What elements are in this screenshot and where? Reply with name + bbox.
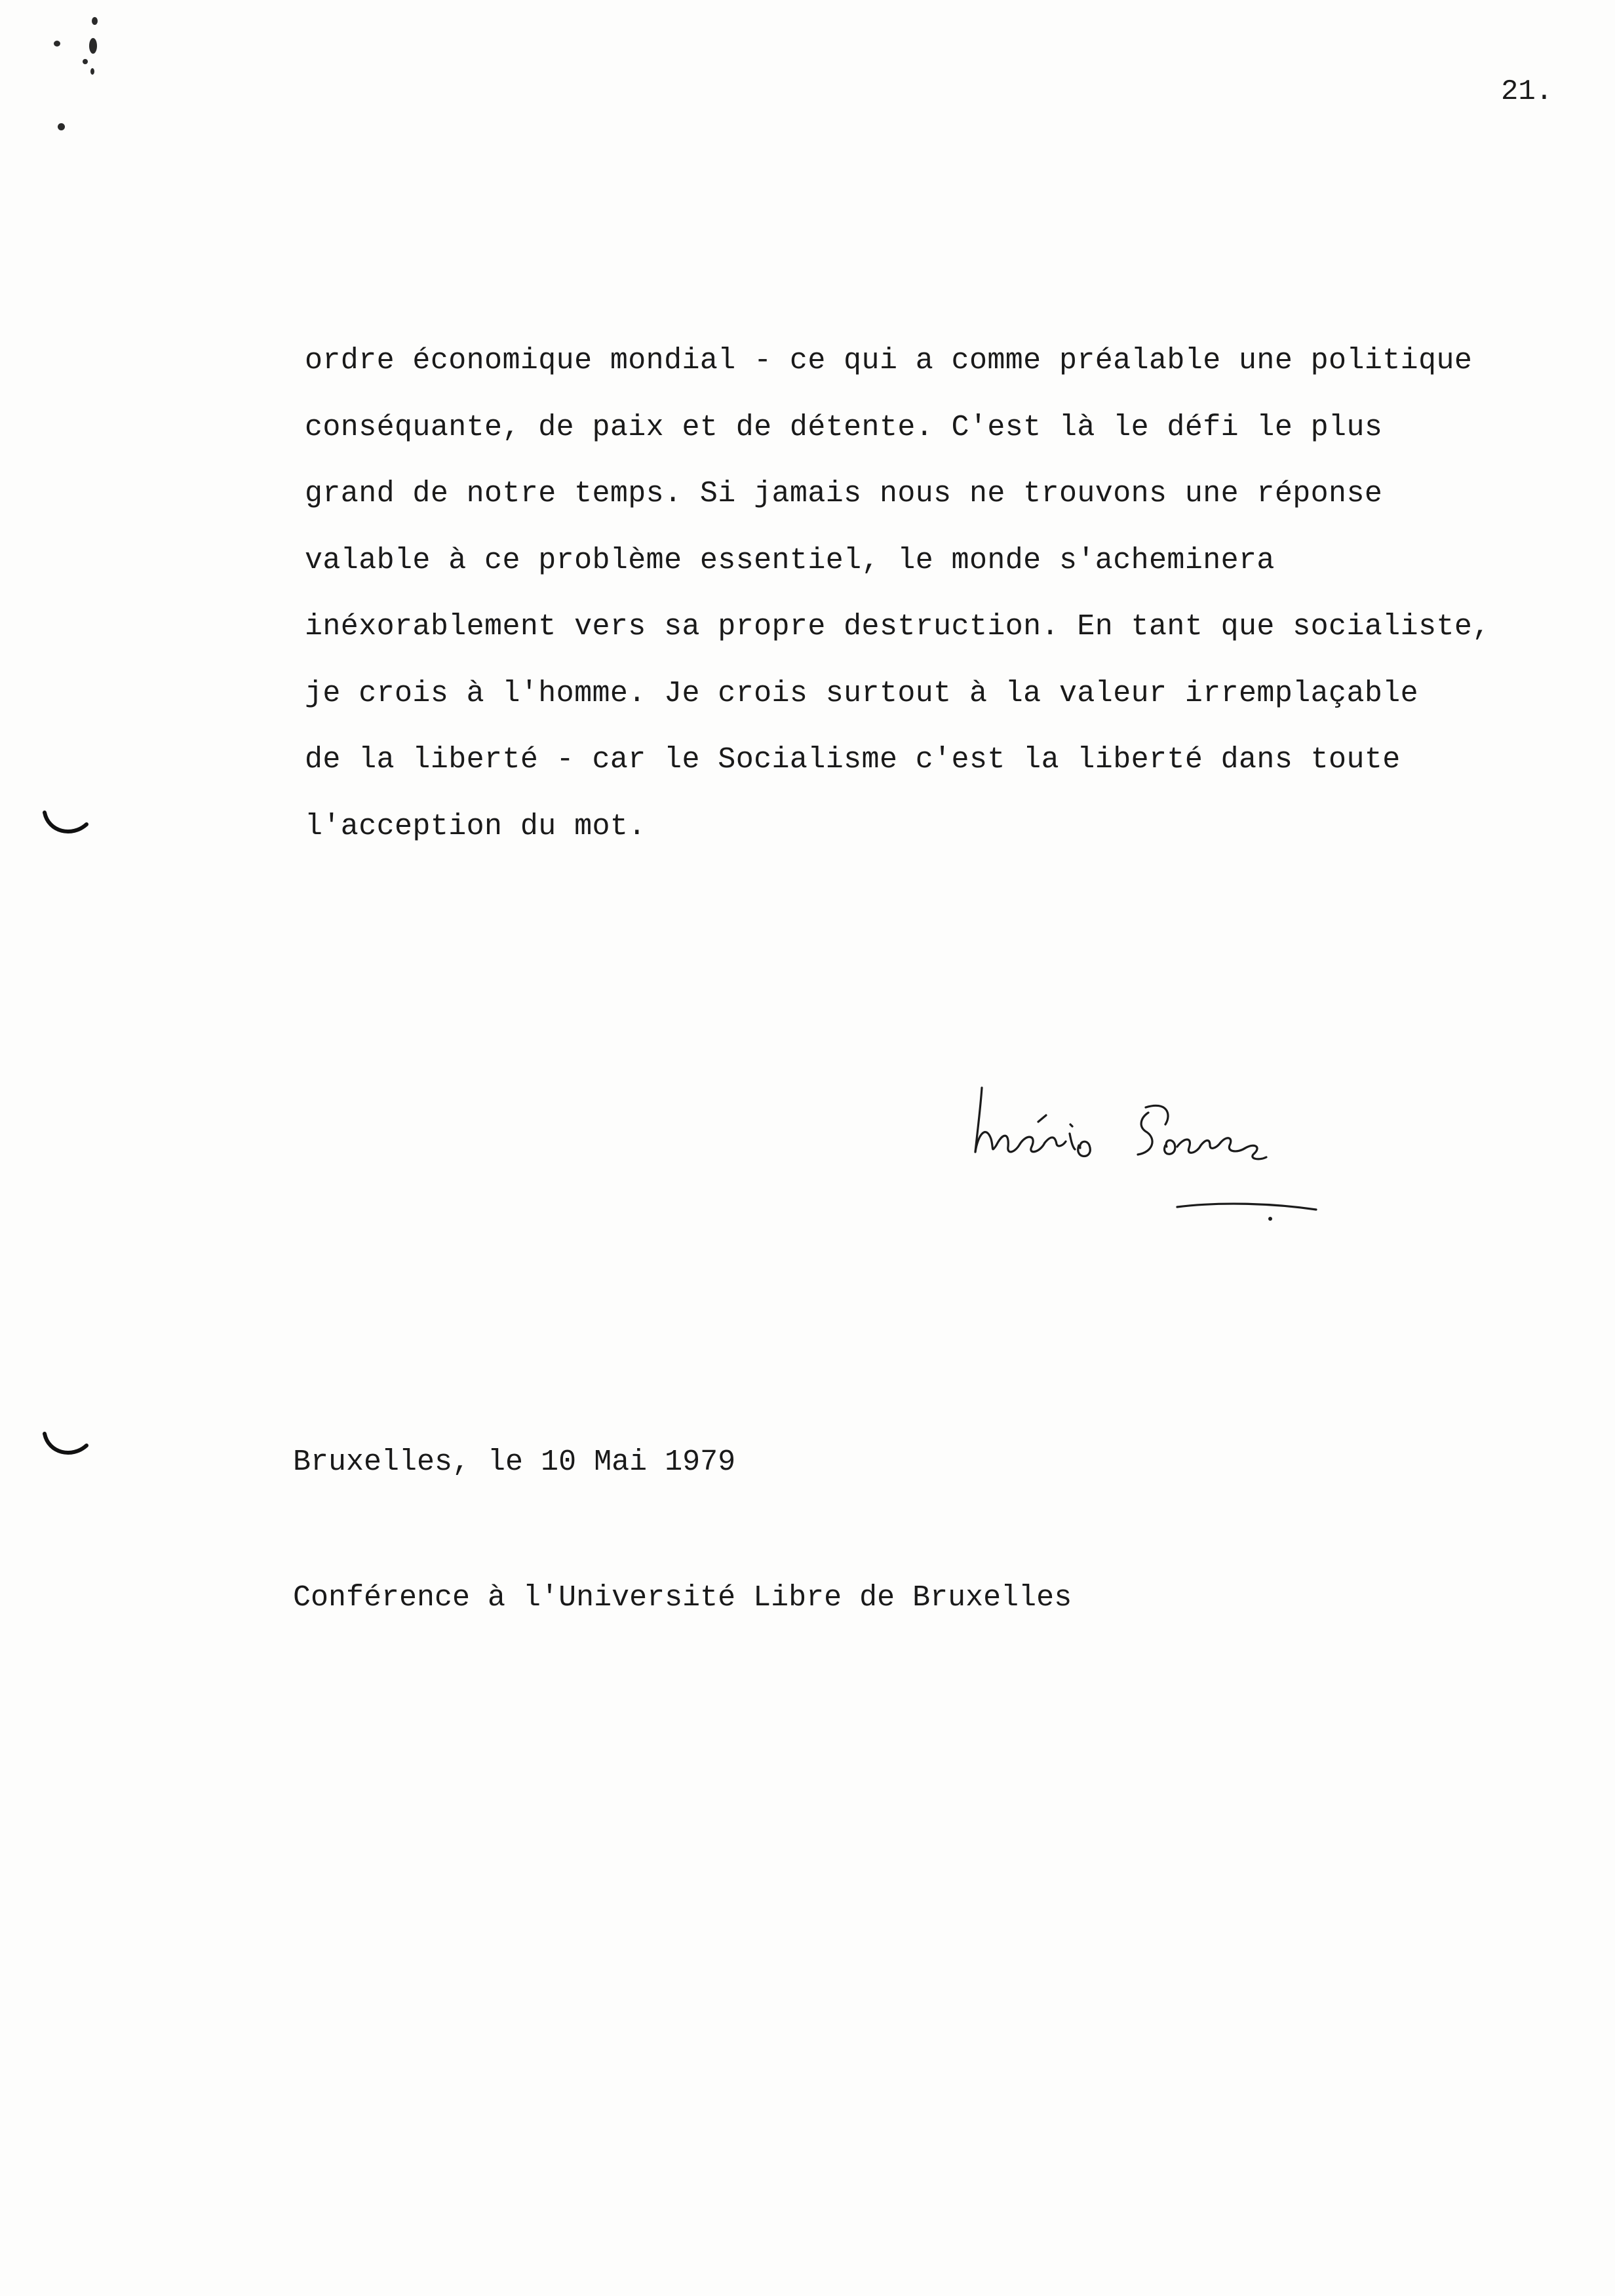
handwritten-signature	[918, 1062, 1344, 1271]
signature-drawing	[918, 1062, 1344, 1271]
body-paragraph	[305, 328, 1603, 860]
scan-speck	[54, 41, 60, 47]
binder-ring-mark	[39, 806, 92, 845]
body-line: de la liberté - car le Socialisme c'est la liberté dans toute	[305, 743, 1401, 776]
body-line: l'acception du mot.	[305, 809, 646, 843]
body-line: grand de notre temps. Si jamais nous ne trouvons une réponse	[305, 477, 1383, 510]
place-date: Bruxelles, le 10 Mai 1979	[293, 1445, 736, 1479]
body-line: inéxorablement vers sa propre destruction. En tant que socialiste,	[305, 610, 1490, 643]
conference-note: Conférence à l'Université Libre de Bruxelles	[293, 1581, 1072, 1615]
body-line: ordre économique mondial - ce qui a comme préalable une politique	[305, 344, 1473, 377]
scan-speck	[90, 68, 94, 75]
binder-ring-mark	[39, 1427, 92, 1466]
scan-speck	[92, 17, 98, 25]
scan-speck	[83, 59, 88, 64]
scan-speck	[58, 123, 65, 130]
body-line: valable à ce problème essentiel, le monde s'acheminera	[305, 543, 1275, 577]
body-line: conséquante, de paix et de détente. C'est là le défi le plus	[305, 410, 1383, 444]
body-line: je crois à l'homme. Je crois surtout à la valeur irremplaçable	[305, 676, 1419, 710]
page-number: 21.	[1501, 75, 1553, 108]
scan-speck	[89, 38, 97, 54]
